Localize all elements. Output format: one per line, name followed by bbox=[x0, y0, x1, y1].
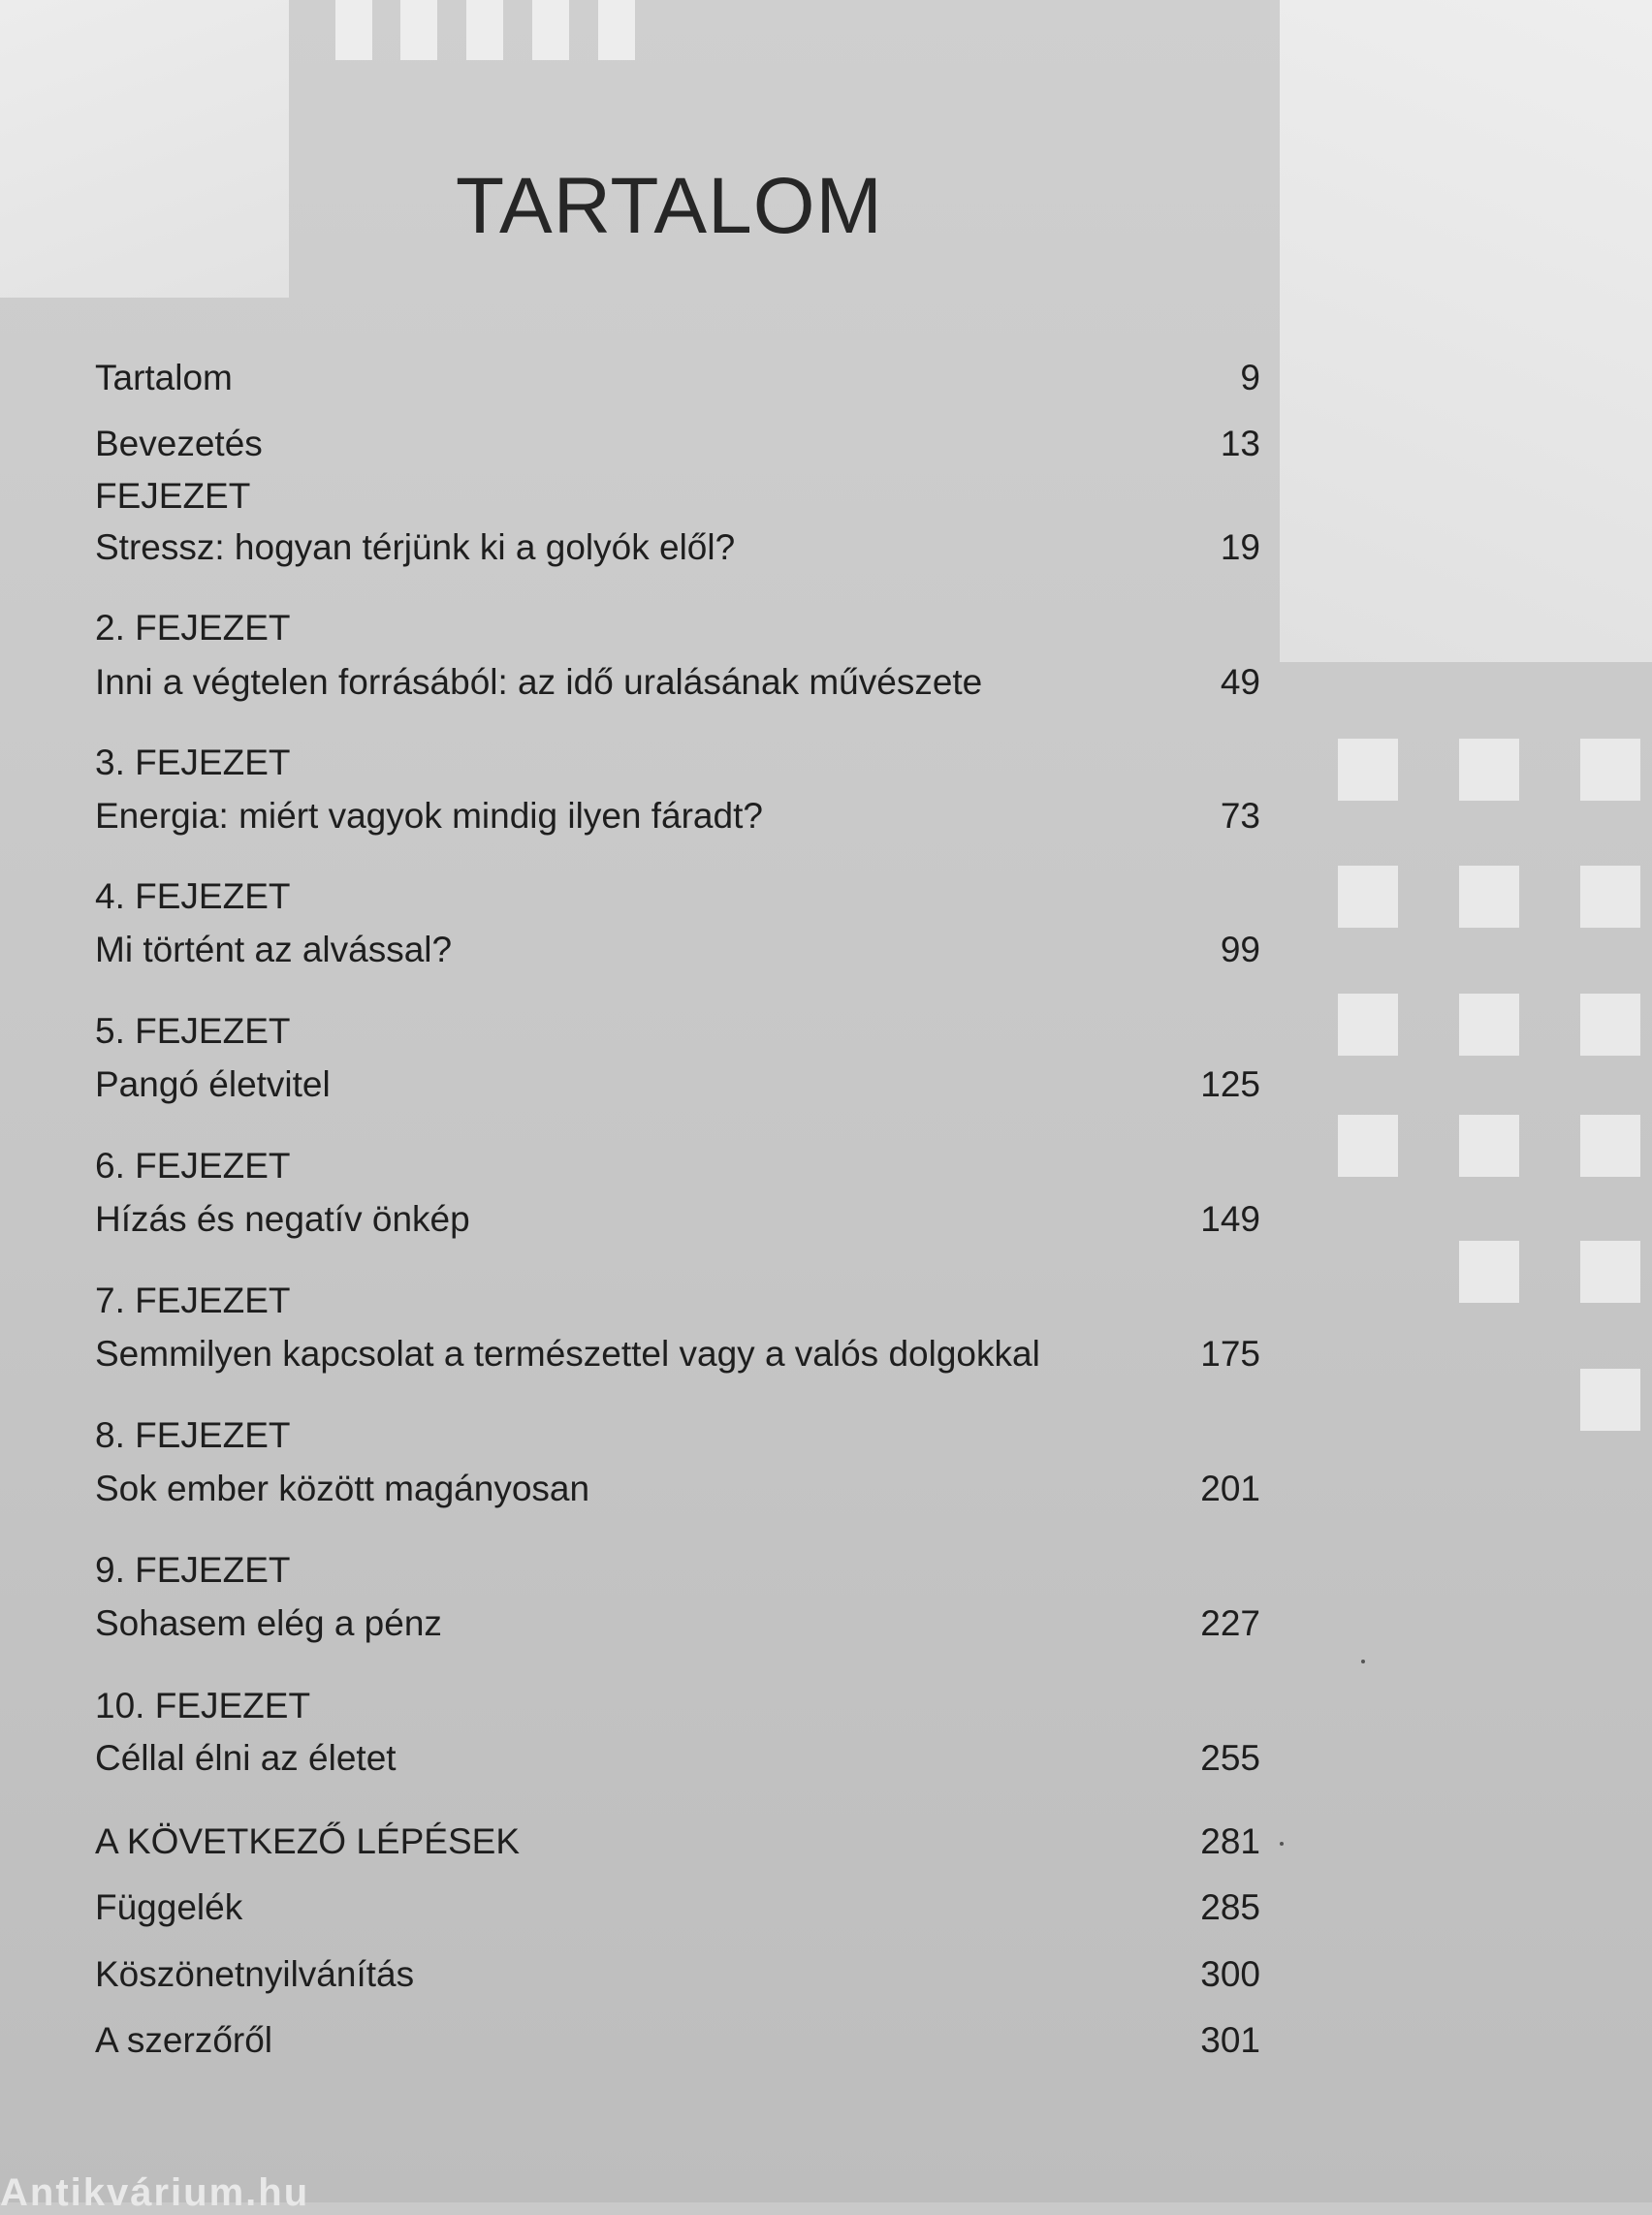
toc-entry-page: 13 bbox=[1220, 424, 1260, 463]
toc-entry-title: Hízás és negatív önkép bbox=[95, 1199, 470, 1239]
toc-entry-page: 73 bbox=[1220, 796, 1260, 836]
toc-entry-page: 9 bbox=[1240, 358, 1260, 397]
speck bbox=[1361, 1660, 1365, 1663]
toc-entry-title: A KÖVETKEZŐ LÉPÉSEK bbox=[95, 1821, 521, 1861]
toc-entry-page: 301 bbox=[1200, 2020, 1260, 2060]
toc-entry-page: 175 bbox=[1200, 1334, 1260, 1374]
toc-entry-title: Bevezetés bbox=[95, 424, 263, 463]
toc-chapter-number: FEJEZET bbox=[95, 476, 251, 516]
watermark: Antikvárium.hu bbox=[0, 2171, 310, 2214]
toc-chapter-number: 3. FEJEZET bbox=[95, 743, 291, 782]
toc-chapter-number: 10. FEJEZET bbox=[95, 1686, 311, 1725]
toc-entry-title: Sok ember között magányosan bbox=[95, 1469, 590, 1508]
toc-entry-title: Energia: miért vagyok mindig ilyen fáradt? bbox=[95, 796, 763, 836]
toc-entry-page: 255 bbox=[1200, 1738, 1260, 1778]
toc-entry-page: 19 bbox=[1220, 527, 1260, 567]
toc-entry-page: 300 bbox=[1200, 1954, 1260, 1994]
toc-chapter-number: 2. FEJEZET bbox=[95, 608, 291, 648]
toc-chapter-number: 8. FEJEZET bbox=[95, 1415, 291, 1455]
toc-chapter-number: 5. FEJEZET bbox=[95, 1011, 291, 1051]
toc-entry-title: Köszönetnyilvánítás bbox=[95, 1954, 415, 1994]
toc-entry-page: 99 bbox=[1220, 930, 1260, 969]
toc-entry-title: Mi történt az alvással? bbox=[95, 930, 453, 969]
toc-entry-page: 125 bbox=[1200, 1064, 1260, 1104]
toc-entry-page: 281 bbox=[1200, 1821, 1260, 1861]
toc-entry-page: 227 bbox=[1200, 1603, 1260, 1643]
toc-chapter-number: 7. FEJEZET bbox=[95, 1281, 291, 1320]
toc-entry-title: Semmilyen kapcsolat a természettel vagy a valós dolgokkal bbox=[95, 1334, 1040, 1374]
speck bbox=[1280, 1842, 1284, 1846]
toc-entry-title: Tartalom bbox=[95, 358, 233, 397]
toc-entry-title: A szerzőről bbox=[95, 2020, 273, 2060]
toc-entry-title: Stressz: hogyan térjünk ki a golyók elől? bbox=[95, 527, 736, 567]
toc-entry-page: 149 bbox=[1200, 1199, 1260, 1239]
toc-entry-page: 49 bbox=[1220, 662, 1260, 702]
toc-chapter-number: 6. FEJEZET bbox=[95, 1146, 291, 1186]
toc-entry-title: Céllal élni az életet bbox=[95, 1738, 397, 1778]
toc-entry-title: Inni a végtelen forrásából: az idő uralásának művészete bbox=[95, 662, 983, 702]
toc-chapter-number: 4. FEJEZET bbox=[95, 876, 291, 916]
page-title: TARTALOM bbox=[456, 162, 883, 250]
toc-entry-title: Sohasem elég a pénz bbox=[95, 1603, 442, 1643]
toc-chapter-number: 9. FEJEZET bbox=[95, 1550, 291, 1590]
toc-entry-title: Függelék bbox=[95, 1887, 243, 1927]
toc-entry-title: Pangó életvitel bbox=[95, 1064, 331, 1104]
toc-entry-page: 201 bbox=[1200, 1469, 1260, 1508]
toc-entry-page: 285 bbox=[1200, 1887, 1260, 1927]
